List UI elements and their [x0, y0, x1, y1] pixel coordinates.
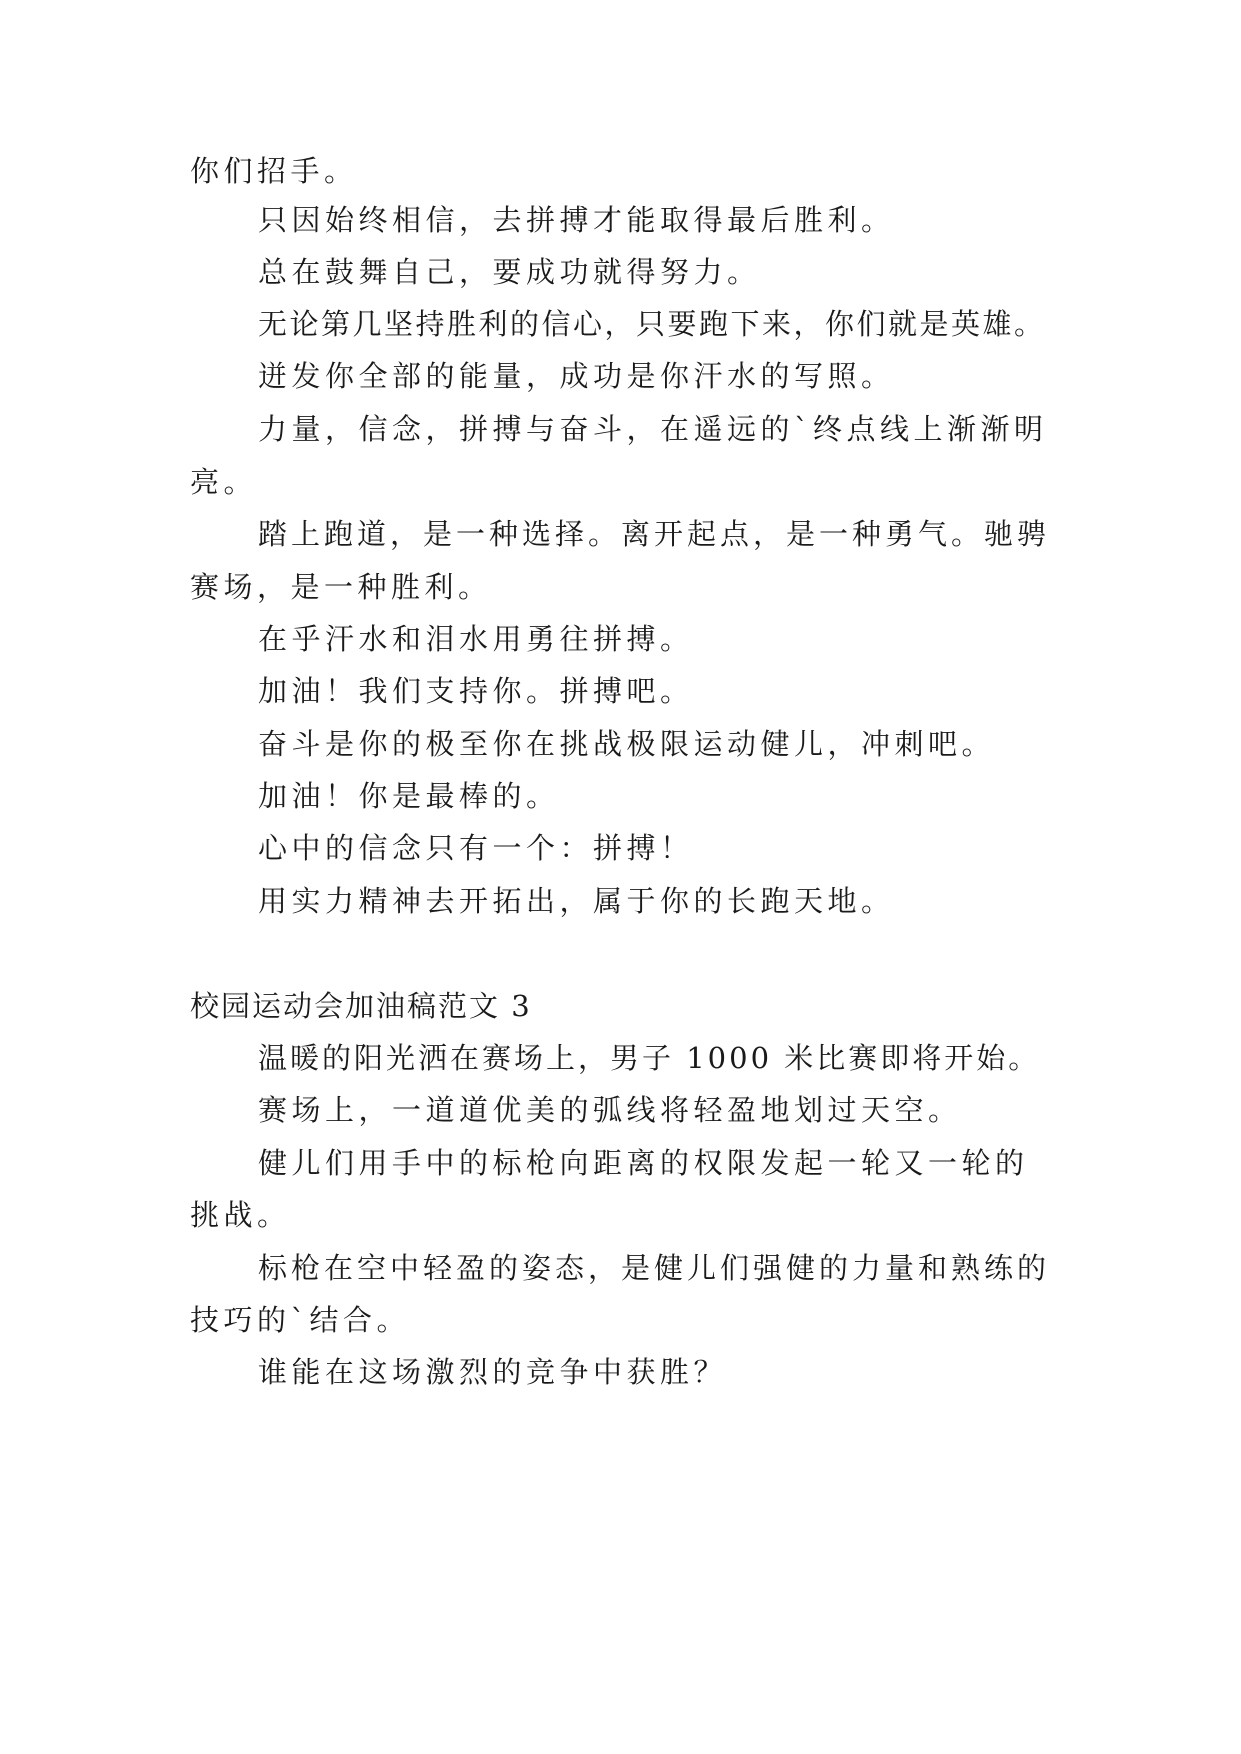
text-paragraph: 赛场上，一道道优美的弧线将轻盈地划过天空。: [258, 1093, 962, 1127]
text-paragraph: 心中的信念只有一个：拼搏！: [258, 831, 694, 865]
text-paragraph: 健儿们用手中的标枪向距离的权限发起一轮又一轮的: [258, 1146, 1029, 1180]
text-paragraph: 在乎汗水和泪水用勇往拼搏。: [258, 622, 694, 656]
text-paragraph: 温暖的阳光洒在赛场上，男子 1000 米比赛即将开始。: [258, 1041, 1041, 1075]
text-paragraph: 用实力精神去开拓出，属于你的长跑天地。: [258, 884, 895, 918]
text-paragraph: 踏上跑道，是一种选择。离开起点，是一种勇气。驰骋: [258, 517, 1051, 551]
text-paragraph: 总在鼓舞自己，要成功就得努力。: [258, 255, 761, 289]
text-paragraph: 力量，信念，拼搏与奋斗，在遥远的`终点线上渐渐明: [258, 412, 1048, 446]
text-paragraph: 加油！我们支持你。拼搏吧。: [258, 674, 694, 708]
text-paragraph: 谁能在这场激烈的竞争中获胜？: [258, 1355, 728, 1389]
section-heading: 校园运动会加油稿范文 3: [190, 989, 532, 1023]
text-paragraph-continuation: 赛场，是一种胜利。: [190, 570, 492, 604]
text-paragraph-continuation: 亮。: [190, 465, 258, 499]
text-paragraph: 标枪在空中轻盈的姿态，是健儿们强健的力量和熟练的: [258, 1251, 1051, 1285]
text-paragraph: 迸发你全部的能量，成功是你汗水的写照。: [258, 359, 895, 393]
text-paragraph: 无论第几坚持胜利的信心，只要跑下来，你们就是英雄。: [258, 307, 1046, 341]
text-paragraph: 只因始终相信，去拼搏才能取得最后胜利。: [258, 203, 895, 237]
text-paragraph-continuation: 技巧的`结合。: [190, 1303, 411, 1337]
text-line-continuation: 你们招手。: [190, 154, 358, 188]
text-paragraph-continuation: 挑战。: [190, 1198, 291, 1232]
text-paragraph: 加油！你是最棒的。: [258, 779, 560, 813]
text-paragraph: 奋斗是你的极至你在挑战极限运动健儿，冲刺吧。: [258, 727, 996, 761]
